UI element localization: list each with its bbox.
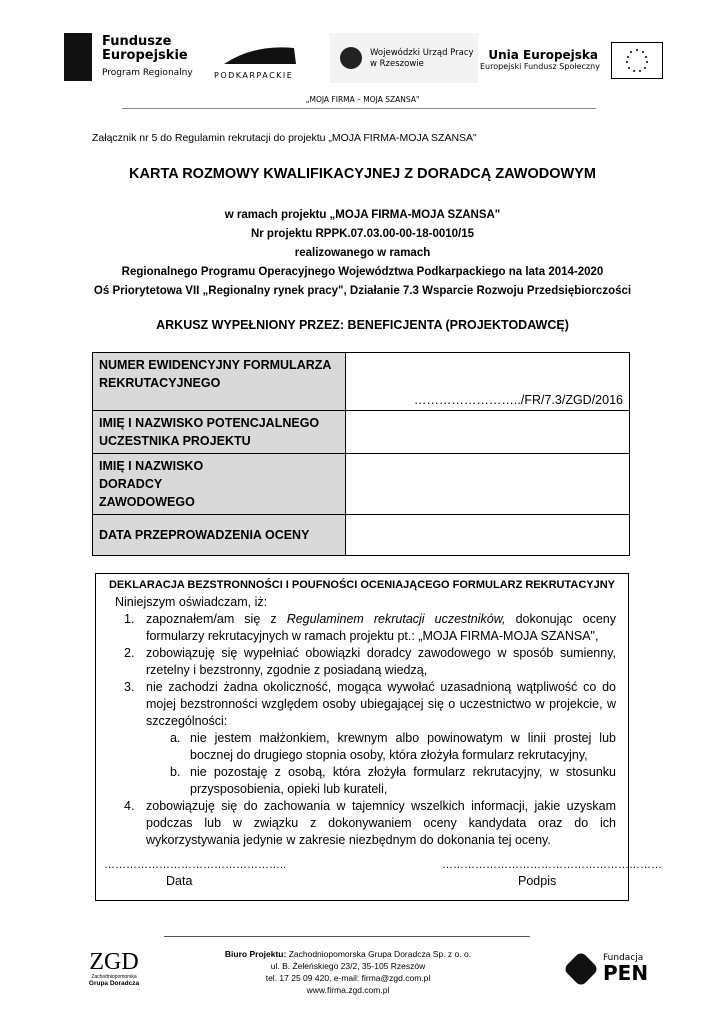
signature-label: Podpis (518, 874, 557, 888)
footer-divider (164, 936, 530, 937)
project-info: w ramach projektu „MOJA FIRMA-MOJA SZANSA" Nr projektu RPPK.07.03.00-00-18-0010/15 realizowanego w ramach Regionalnego Programu Operacyjnego Województwa Podkarpackiego na lata 2014-2020 Oś Priorytetowa VII „Regionalny rynek pracy", Działanie 7.3 Wsparcie Rozwoju Przedsiębiorczości (93, 209, 632, 297)
list-item: 4. zobowiązuję się do zachowania w tajemnicy wszelkich informacji, jakie uzyskam podczas lub w związku z dokonywaniem oceny kandydata oraz do ich wykorzystywania jedynie w zakresie niezbędnym do dokonania tej oceny. (124, 799, 616, 847)
form-table (92, 352, 630, 556)
signature-line[interactable]: …………………………………………………… (442, 859, 662, 871)
form-label: NUMER EWIDENCYJNY FORMULARZA REKRUTACYJNEGO (93, 353, 346, 411)
declaration-box (95, 573, 662, 901)
ue-logo: Unia Europejska Europejski Fundusz Społeczny (480, 48, 600, 71)
annex-note: Załącznik nr 5 do Regulamin rekrutacji do projektu „MOJA FIRMA-MOJA SZANSA" (92, 132, 477, 144)
registration-number-field[interactable]: ……………………../FR/7.3/ZGD/2016 (345, 353, 629, 411)
fe-flag-icon (64, 33, 92, 81)
sheet-heading: ARKUSZ WYPEŁNIONY PRZEZ: BENEFICJENTA (PROJEKTODAWCĘ) (156, 318, 569, 332)
form-label: IMIĘ I NAZWISKO POTENCJALNEGO UCZESTNIKA PROJEKTU (93, 411, 346, 454)
header-divider (122, 108, 596, 109)
table-row (93, 353, 630, 411)
website-link[interactable]: www.firma.zgd.com.pl (306, 985, 390, 995)
wup-figure-icon (340, 47, 362, 69)
advisor-name-field[interactable] (345, 454, 629, 515)
tagline: „MOJA FIRMA – MOJA SZANSA" (305, 95, 420, 104)
podkarpackie-logo: PODKARPACKIE (214, 44, 308, 76)
podkarpackie-swoosh-icon (214, 44, 308, 66)
list-item: 2. zobowiązuję się wypełniać obowiązki doradcy zawodowego w sposób sumienny, rzetelny i bezstronny, zgodnie z posiadaną wiedzą, (124, 646, 616, 677)
participant-name-field[interactable] (345, 411, 629, 454)
wup-logo: Wojewódzki Urząd Pracy w Rzeszowie (330, 33, 478, 83)
document-title: KARTA ROZMOWY KWALIFIKACYJNEJ Z DORADCĄ ZAWODOWYM (129, 166, 596, 182)
table-row (93, 411, 630, 454)
pen-logo: Fundacja PEN (565, 953, 665, 987)
form-label: DATA PRZEPROWADZENIA OCENY (93, 515, 346, 556)
assessment-date-field[interactable] (345, 515, 629, 556)
list-item: a. nie jestem małżonkiem, krewnym albo powinowatym w linii prostej lub bocznej do drugiego stopnia osoby, która złożyła formularz rekrutacyjny, (170, 731, 616, 762)
declaration-intro: Niniejszym oświadczam, iż: (115, 595, 268, 609)
form-label: IMIĘ I NAZWISKO DORADCY ZAWODOWEGO (93, 454, 346, 515)
list-item: 3. nie zachodzi żadna okoliczność, mogąca wywołać uzasadnioną wątpliwość co do mojej bezstronności względem osoby ubiegającej się o uczestnictwo w projekcie, w szczególności: (124, 680, 616, 728)
date-signature-line[interactable]: ………………………………………….. (104, 859, 287, 871)
fe-logo: Fundusze Europejskie Program Regionalny (64, 33, 194, 83)
declaration-title: DEKLARACJA BEZSTRONNOŚCI I POUFNOŚCI OCENIAJĄCEGO FORMULARZ REKRUTACYJNY (108, 579, 616, 591)
list-item: b. nie pozostaję z osobą, która złożyła formularz rekrutacyjny, w stosunku przysposobienia, opieki lub kurateli, (170, 765, 616, 796)
list-item: 1. zapoznałem/am się z Regulaminem rekrutacji uczestników, dokonując oceny formularzy rekrutacyjnych w ramach projektu pt.: „MOJA FIRMA-MOJA SZANSA", (124, 612, 617, 643)
table-row (93, 515, 630, 556)
zgd-logo: ZGD Zachodniopomorska Grupa Doradcza (88, 949, 140, 987)
pen-mark-icon (563, 951, 599, 987)
table-row (93, 454, 630, 515)
date-label: Data (166, 874, 193, 888)
eu-flag-icon (611, 42, 663, 79)
footer-office: Biuro Projektu: Zachodniopomorska Grupa Doradcza Sp. z o. o. ul. B. Żeleńskiego 23/2, 35-105 Rzeszów tel. 17 25 09 420, e-mail: firma@zgd.com.pl www.firma.zgd.com.pl (170, 948, 526, 996)
